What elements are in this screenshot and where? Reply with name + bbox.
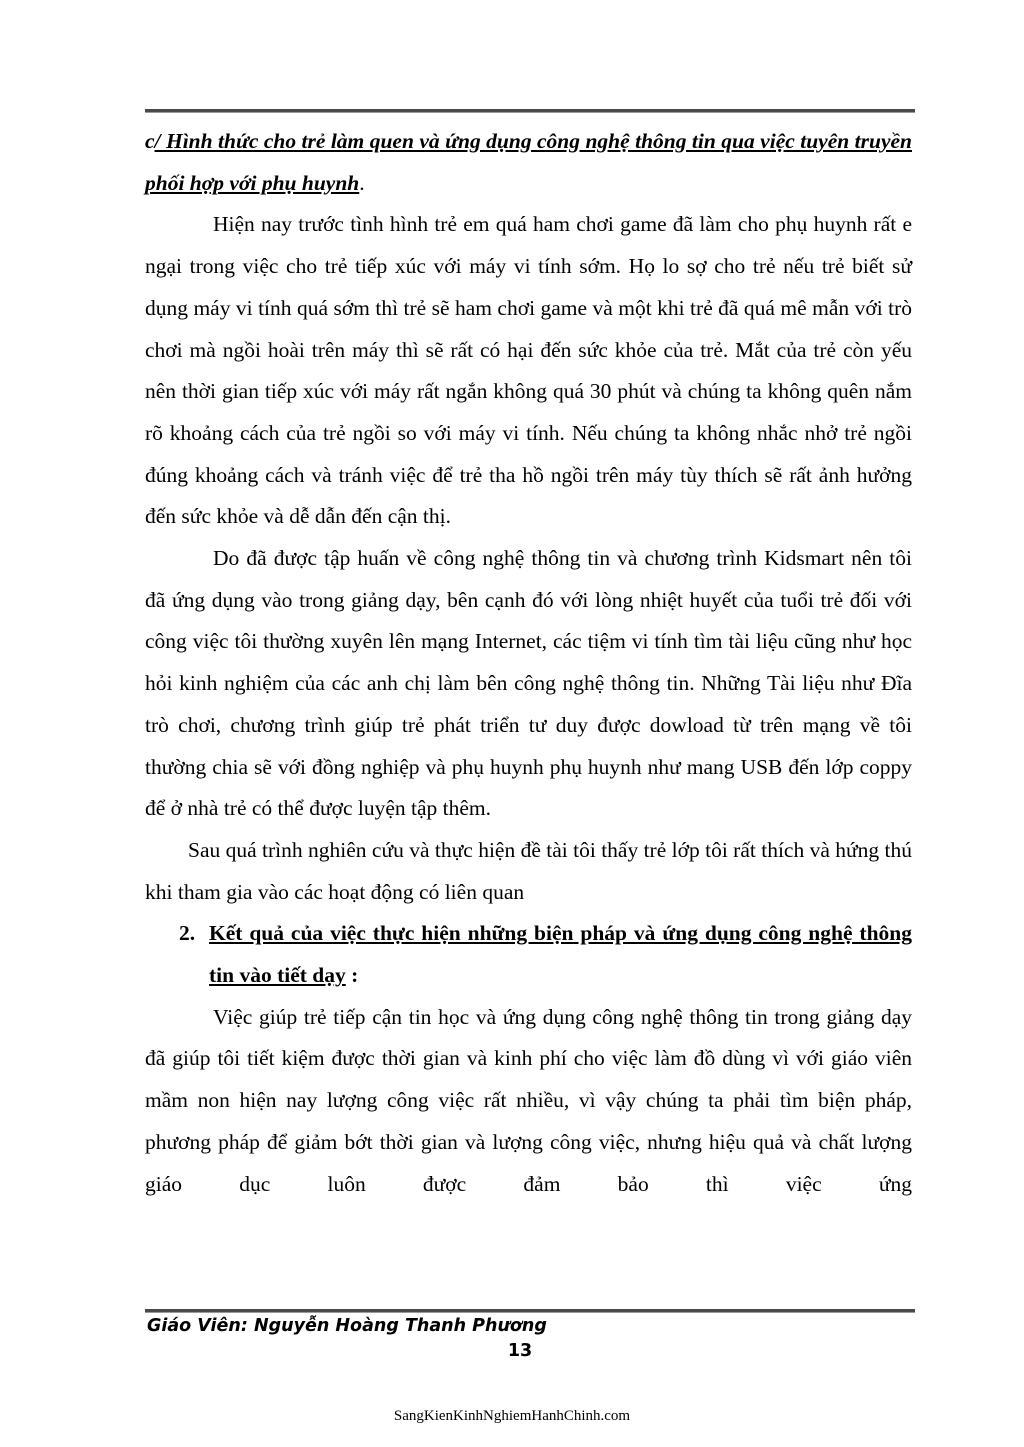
page-number: 13 <box>507 1341 533 1361</box>
heading-2-title: Kết quả của việc thực hiện những biện pháp và ứng dụng công nghệ thông tin vào tiết dạy <box>209 921 912 988</box>
heading-c-prefix: c <box>145 129 155 153</box>
heading-c-suffix: . <box>359 170 365 195</box>
paragraph-1: Hiện nay trước tình hình trẻ em quá ham chơi game đã làm cho phụ huynh rất e ngại trong việc cho trẻ tiếp xúc với máy vi tính sớm. Họ lo sợ cho trẻ nếu trẻ biết sử dụng máy vi tính quá sớm thì trẻ sẽ ham chơi game và một khi trẻ đã quá mê mẫn với trò chơi mà ngồi hoài trên máy thì sẽ rất có hại đến sức khỏe của trẻ. Mắt của trẻ còn yếu nên thời gian tiếp xúc với máy rất ngắn không quá 30 phút và chúng ta không quên nắm rõ khoảng cách của trẻ ngồi so với máy vi tính. Nếu chúng ta không nhắc nhở trẻ ngồi đúng khoảng cách và tránh việc để trẻ tha hồ ngồi trên máy tùy thích sẽ rất ảnh hưởng đến sức khỏe và dễ dẫn đến cận thị. <box>145 212 912 529</box>
paragraph-4: Việc giúp trẻ tiếp cận tin học và ứng dụng công nghệ thông tin trong giảng dạy đã giúp tôi tiết kiệm được thời gian và kinh phí cho việc làm đồ dùng vì với giáo viên mầm non hiện nay lượng công việc rất nhiều, vì vậy chúng ta phải tìm biện pháp, phương pháp để giảm bớt thời gian và lượng công việc, nhưng hiệu quả và chất lượng giáo dục luôn được đảm bảo thì việc ứng <box>145 1004 912 1196</box>
heading-c-title: / Hình thức cho trẻ làm quen và ứng dụng công nghệ thông tin qua việc tuyên truyền phối hợp với phụ huynh <box>145 129 912 195</box>
header-rule <box>145 109 915 113</box>
section-heading-c <box>145 121 912 204</box>
paragraph-2: Do đã được tập huấn về công nghệ thông tin và chương trình Kidsmart nên tôi đã ứng dụng vào trong giảng dạy, bên cạnh đó với lòng nhiệt huyết của tuổi trẻ đối với công việc tôi thường xuyên lên mạng Internet, các tiệm vi tính tìm tài liệu cũng như học hỏi kinh nghiệm của các anh chị làm bên công nghệ thông tin. Những Tài liệu như Đĩa trò chơi, chương trình giúp trẻ phát triển tư duy được dowload từ trên mạng về tôi thường chia sẽ với đồng nghiệp và phụ huynh phụ huynh như mang USB đến lớp coppy để ở nhà trẻ có thể được luyện tập thêm. <box>145 546 912 821</box>
footer-teacher-name: Giáo Viên: Nguyễn Hoàng Thanh Phương <box>147 1316 547 1336</box>
page-body <box>145 121 912 1205</box>
section-heading-2 <box>145 913 912 996</box>
heading-2-suffix: : <box>345 963 359 988</box>
heading-2-number: 2. <box>179 921 196 946</box>
footer-rule <box>145 1309 915 1313</box>
paragraph-3: Sau quá trình nghiên cứu và thực hiện đề tài tôi thấy trẻ lớp tôi rất thích và hứng thú khi tham gia vào các hoạt động có liên quan <box>145 837 913 904</box>
footer-website: SangKienKinhNghiemHanhChinh.com <box>393 1408 631 1424</box>
